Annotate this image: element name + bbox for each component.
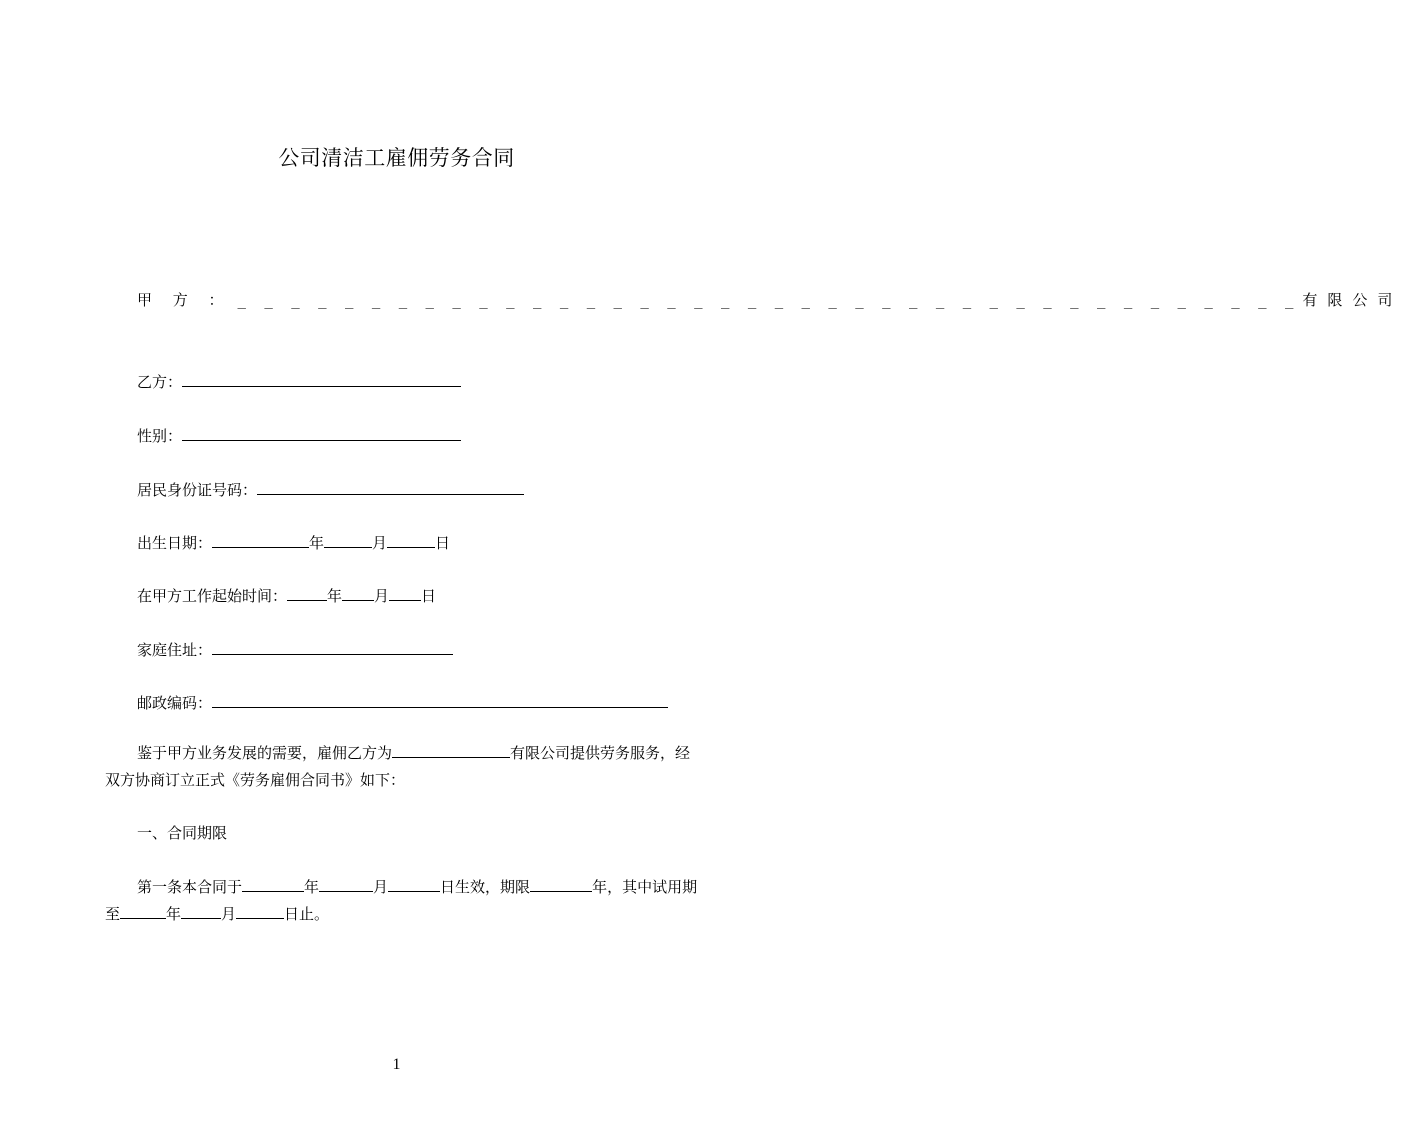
probation-month-blank[interactable] <box>181 903 221 919</box>
start-date-line <box>137 585 436 606</box>
probation-day-blank[interactable] <box>236 903 284 919</box>
document-title: 公司清洁工雇佣劳务合同 <box>278 146 515 170</box>
article-1-text-5: 年，其中试用期至 <box>105 878 698 923</box>
birth-year-blank[interactable] <box>212 532 309 548</box>
party-a-label: 甲 方 ： <box>137 291 232 309</box>
id-number-label: 居民身份证号码： <box>137 481 258 499</box>
party-b-line <box>137 371 461 392</box>
article-1-text-2: 年 <box>304 878 320 896</box>
probation-year-blank[interactable] <box>120 903 166 919</box>
intro-company-blank[interactable] <box>392 742 510 758</box>
effective-day-blank[interactable] <box>388 876 440 892</box>
birth-year-unit: 年 <box>309 534 325 552</box>
section-heading: 一、合同期限 <box>137 824 228 842</box>
birth-date-line <box>137 532 450 553</box>
party-a-line <box>137 290 1402 311</box>
birth-month-blank[interactable] <box>324 532 372 548</box>
address-line <box>137 639 453 660</box>
party-b-blank[interactable] <box>182 371 461 387</box>
term-years-blank[interactable] <box>530 876 592 892</box>
article-1-text-3: 月 <box>373 878 389 896</box>
birth-month-unit: 月 <box>372 534 388 552</box>
effective-month-blank[interactable] <box>319 876 373 892</box>
article-1-paragraph <box>105 874 701 928</box>
page-number: 1 <box>392 1056 401 1073</box>
gender-line <box>137 425 461 446</box>
party-a-blank[interactable]: _ _ _ _ _ _ _ _ _ _ _ _ _ _ _ _ _ _ _ _ _ _ _ _ _ _ _ _ _ _ _ _ _ _ _ _ _ _ _ _ <box>237 293 1299 309</box>
article-1-text-8: 日止。 <box>284 905 330 923</box>
start-day-blank[interactable] <box>389 585 421 601</box>
postal-code-blank[interactable] <box>212 692 668 708</box>
start-month-blank[interactable] <box>342 585 374 601</box>
start-year-unit: 年 <box>327 587 343 605</box>
intro-text-1: 鉴于甲方业务发展的需要，雇佣乙方为 <box>137 744 393 762</box>
birth-day-unit: 日 <box>435 534 451 552</box>
effective-year-blank[interactable] <box>242 876 304 892</box>
start-day-unit: 日 <box>421 587 437 605</box>
article-1-text-6: 年 <box>166 905 182 923</box>
start-year-blank[interactable] <box>287 585 327 601</box>
postal-code-label: 邮政编码： <box>137 694 213 712</box>
start-month-unit: 月 <box>374 587 390 605</box>
article-1-text-7: 月 <box>221 905 237 923</box>
id-number-blank[interactable] <box>257 479 524 495</box>
gender-blank[interactable] <box>182 425 461 441</box>
gender-label: 性别： <box>137 427 183 445</box>
birth-date-label: 出生日期： <box>137 534 213 552</box>
address-blank[interactable] <box>212 639 453 655</box>
id-number-line <box>137 479 524 500</box>
start-date-label: 在甲方工作起始时间： <box>137 587 288 605</box>
address-label: 家庭住址： <box>137 641 213 659</box>
party-b-label: 乙方： <box>137 373 183 391</box>
intro-paragraph <box>105 740 701 794</box>
intro-text-2: 有限公司提供劳务服务，经双方协商订立正式《劳务雇佣合同书》如下： <box>105 744 691 789</box>
party-a-suffix: 有限公司 <box>1302 291 1402 309</box>
article-1-text-4: 日生效，期限 <box>440 878 531 896</box>
postal-code-line <box>137 692 668 713</box>
birth-day-blank[interactable] <box>387 532 435 548</box>
article-1-text-1: 第一条本合同于 <box>137 878 243 896</box>
